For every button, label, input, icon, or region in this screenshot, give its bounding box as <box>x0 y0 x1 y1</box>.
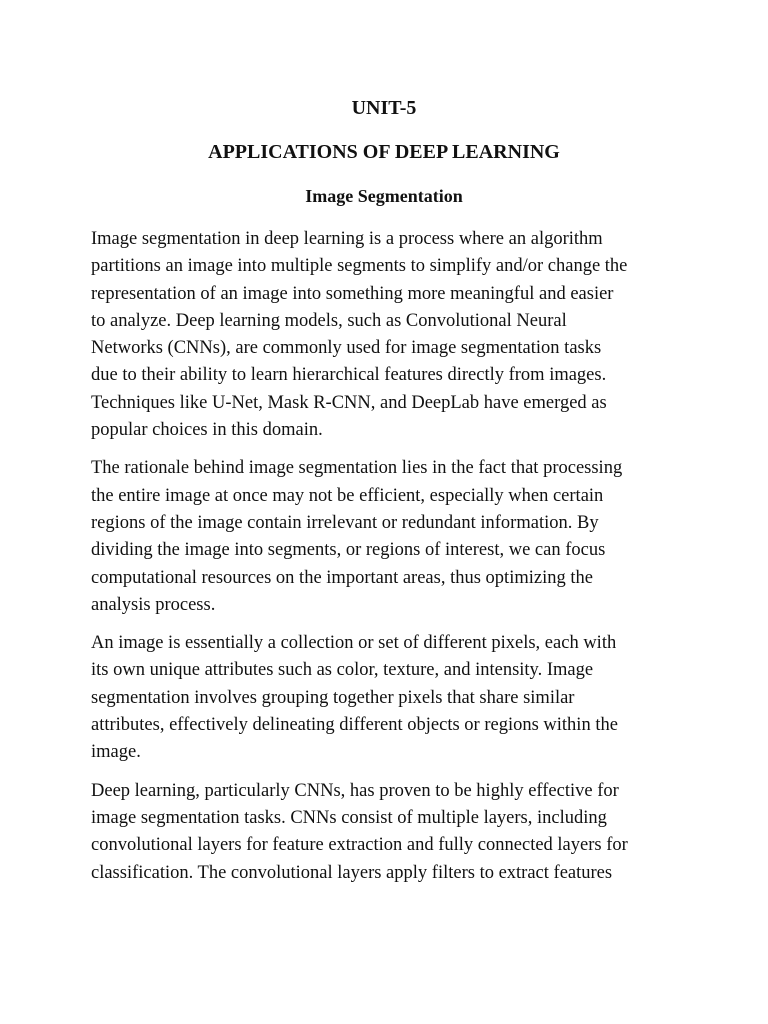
unit-heading: UNIT-5 <box>351 97 417 119</box>
paragraph-pixels: An image is essentially a collection or set of different pixels, each with its own unique attributes such as color, texture, and intensity. Image segmentation involves grouping together pixels that share similar attributes, effectively delineating different objects or regions within the image. <box>91 633 618 763</box>
section-heading: Image Segmentation <box>305 186 463 206</box>
paragraph-intro: Image segmentation in deep learning is a process where an algorithm partitions an image into multiple segments to simplify and/or change the representation of an image into something more meaningful and easier to analyze. Deep learning models, such as Convolutional Neural Networks (CNNs), are commonly used for image segmentation tasks due to their ability to learn hierarchical features directly from images. Techniques like U-Net, Mask R-CNN, and DeepLab have emerged as popular choices in this domain. <box>91 229 628 441</box>
paragraph-rationale: The rationale behind image segmentation lies in the fact that processing the entire image at once may not be efficient, especially when certain regions of the image contain irrelevant or redundant information. By dividing the image into segments, or regions of interest, we can focus computational resources on the important areas, thus optimizing the analysis process. <box>91 458 623 615</box>
body-text <box>91 226 711 898</box>
page-title: APPLICATIONS OF DEEP LEARNING <box>208 141 560 163</box>
paragraph-cnns: Deep learning, particularly CNNs, has proven to be highly effective for image segmentation tasks. CNNs consist of multiple layers, including convolutional layers for feature extraction and fully connected layers for classification. The convolutional layers apply filters to extract features <box>91 780 628 883</box>
